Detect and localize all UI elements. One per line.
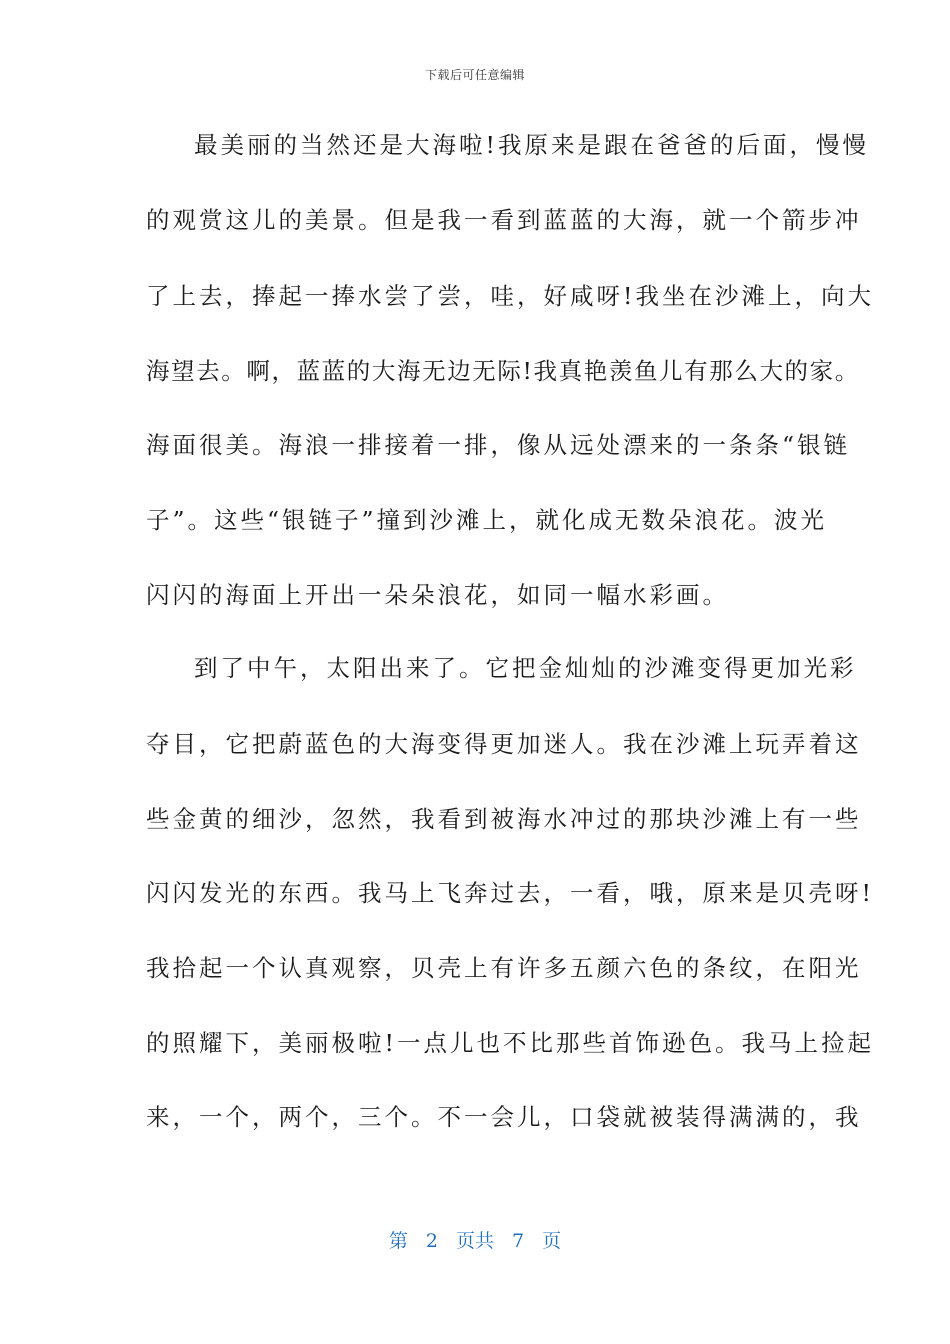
footer-middle: 页共 bbox=[455, 1230, 494, 1252]
text-line: 海面很美。海浪一排接着一排，像从远处漂来的一条条“银链 bbox=[146, 431, 851, 459]
text-line: 闪闪发光的东西。我马上飞奔过去，一看，哦，原来是贝壳呀! bbox=[146, 879, 874, 907]
header-note: 下载后可任意编辑 bbox=[424, 68, 525, 82]
text-line: 的观赏这儿的美景。但是我一看到蓝蓝的大海，就一个箭步冲 bbox=[146, 206, 862, 234]
text-line: 夺目，它把蔚蓝色的大海变得更加迷人。我在沙滩上玩弄着这 bbox=[146, 730, 862, 758]
text-line: 到了中午，太阳出来了。它把金灿灿的沙滩变得更加光彩 bbox=[194, 654, 857, 682]
footer-prefix: 第 bbox=[388, 1230, 408, 1252]
footer-suffix: 页 bbox=[542, 1230, 562, 1252]
total-pages-number: 7 bbox=[512, 1230, 525, 1252]
text-line: 最美丽的当然还是大海啦!我原来是跟在爸爸的后面，慢慢 bbox=[194, 131, 869, 159]
text-line: 来，一个，两个，三个。不一会儿，口袋就被装得满满的，我 bbox=[146, 1103, 862, 1131]
current-page-number: 2 bbox=[425, 1230, 438, 1252]
text-line: 海望去。啊，蓝蓝的大海无边无际!我真艳羡鱼儿有那么大的家。 bbox=[146, 357, 860, 385]
text-line: 子”。这些“银链子”撞到沙滩上，就化成无数朵浪花。波光 bbox=[146, 506, 828, 534]
text-line: 闪闪的海面上开出一朵朵浪花，如同一幅水彩画。 bbox=[146, 581, 729, 609]
page-number-footer bbox=[0, 1226, 950, 1253]
text-line: 的照耀下，美丽极啦!一点儿也不比那些首饰逊色。我马上捡起 bbox=[146, 1029, 874, 1057]
text-line: 我拾起一个认真观察，贝壳上有许多五颜六色的条纹，在阳光 bbox=[146, 954, 862, 982]
text-line: 了上去，捧起一捧水尝了尝，哇，好咸呀!我坐在沙滩上，向大 bbox=[146, 282, 874, 310]
text-line: 些金黄的细沙，忽然，我看到被海水冲过的那块沙滩上有一些 bbox=[146, 805, 862, 833]
